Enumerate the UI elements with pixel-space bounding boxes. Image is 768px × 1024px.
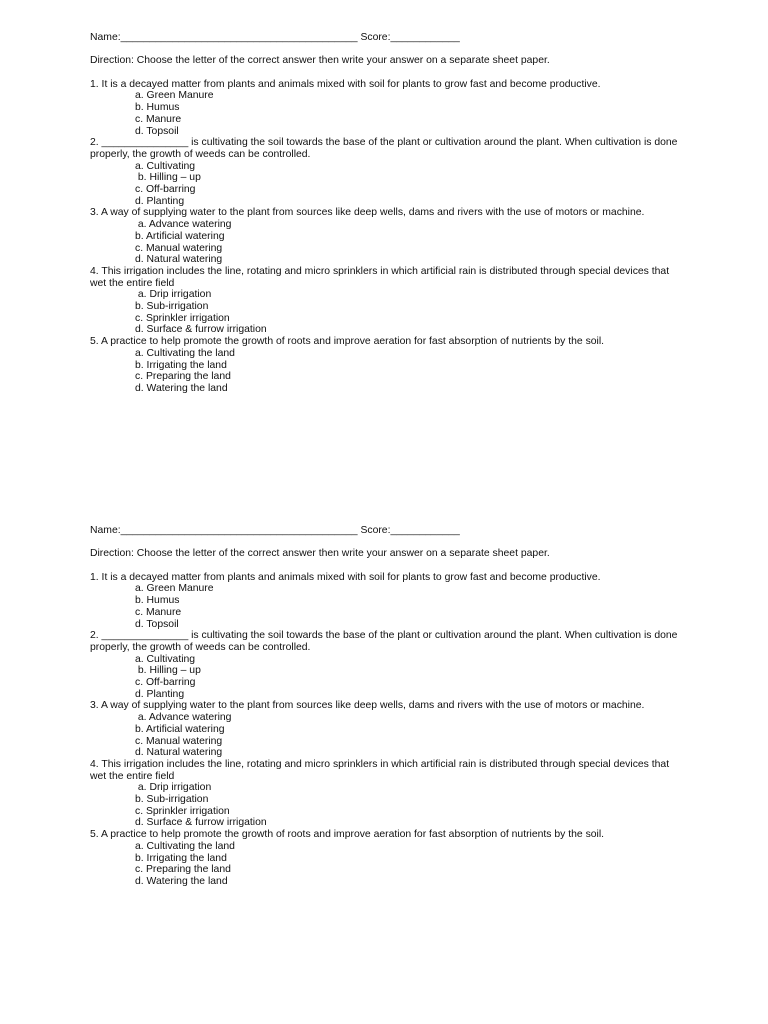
option-a: a. Advance watering bbox=[135, 712, 232, 724]
quiz-sheet-2 bbox=[90, 525, 680, 888]
question-list bbox=[90, 572, 680, 888]
option-list bbox=[90, 841, 680, 888]
name-label: Name:_________________________________________ bbox=[90, 32, 358, 43]
option-a: a. Cultivating the land bbox=[135, 347, 235, 359]
option-b: b. Hilling – up bbox=[135, 172, 201, 184]
question-1 bbox=[90, 79, 680, 138]
quiz-sheet-1 bbox=[90, 32, 680, 395]
option-list bbox=[90, 161, 680, 208]
question-text: 3. A way of supplying water to the plant from sources like deep wells, dams and rivers with the use of motors or machine. bbox=[90, 207, 645, 219]
question-text: 2. _______________ is cultivating the soil towards the base of the plant or cultivation around the plant. When cultivation is done properly, the growth of weeds can be controlled. bbox=[90, 630, 678, 653]
option-list bbox=[90, 90, 680, 137]
option-b: b. Irrigating the land bbox=[135, 852, 227, 864]
option-d: d. Planting bbox=[135, 688, 185, 700]
question-text: 4. This irrigation includes the line, rotating and micro sprinklers in which artificial rain is distributed through special devices that wet the entire field bbox=[90, 758, 670, 782]
option-c: c. Preparing the land bbox=[135, 864, 231, 876]
option-b: b. Humus bbox=[135, 102, 180, 114]
option-d: d. Watering the land bbox=[135, 875, 228, 887]
direction-text: Direction: Choose the letter of the correct answer then write your answer on a separate sheet paper. bbox=[90, 55, 550, 66]
option-a: a. Drip irrigation bbox=[135, 782, 212, 794]
option-list bbox=[90, 348, 680, 395]
question-4 bbox=[90, 266, 680, 336]
option-a: a. Advance watering bbox=[135, 219, 232, 231]
question-3 bbox=[90, 207, 680, 266]
question-text: 5. A practice to help promote the growth of roots and improve aeration for fast absorption of nutrients by the soil. bbox=[90, 829, 605, 841]
option-c: c. Off-barring bbox=[135, 184, 196, 196]
option-d: d. Topsoil bbox=[135, 618, 179, 630]
option-c: c. Manual watering bbox=[135, 242, 223, 254]
option-b: b. Artificial watering bbox=[135, 230, 225, 242]
direction-text: Direction: Choose the letter of the correct answer then write your answer on a separate sheet paper. bbox=[90, 548, 550, 559]
question-text: 4. This irrigation includes the line, rotating and micro sprinklers in which artificial rain is distributed through special devices that wet the entire field bbox=[90, 265, 670, 289]
option-list bbox=[90, 583, 680, 630]
question-text: 1. It is a decayed matter from plants and animals mixed with soil for plants to grow fast and become productive. bbox=[90, 571, 601, 583]
option-d: d. Planting bbox=[135, 195, 185, 207]
question-text: 2. _______________ is cultivating the soil towards the base of the plant or cultivation around the plant. When cultivation is done properly, the growth of weeds can be controlled. bbox=[90, 137, 678, 160]
score-label: Score:____________ bbox=[360, 525, 460, 536]
question-1 bbox=[90, 572, 680, 631]
option-a: a. Cultivating bbox=[135, 160, 196, 172]
option-b: b. Artificial watering bbox=[135, 723, 225, 735]
option-b: b. Irrigating the land bbox=[135, 359, 227, 371]
question-text: 3. A way of supplying water to the plant from sources like deep wells, dams and rivers with the use of motors or machine. bbox=[90, 700, 645, 712]
option-d: d. Watering the land bbox=[135, 382, 228, 394]
question-text: 1. It is a decayed matter from plants and animals mixed with soil for plants to grow fast and become productive. bbox=[90, 78, 601, 90]
option-d: d. Natural watering bbox=[135, 747, 223, 759]
option-list bbox=[90, 712, 680, 759]
option-b: b. Hilling – up bbox=[135, 665, 201, 677]
option-a: a. Green Manure bbox=[135, 583, 214, 595]
name-score-line bbox=[90, 32, 680, 44]
option-a: a. Cultivating the land bbox=[135, 840, 235, 852]
option-c: c. Manure bbox=[135, 113, 182, 125]
option-list bbox=[90, 219, 680, 266]
option-b: b. Sub-irrigation bbox=[135, 301, 209, 313]
option-c: c. Manure bbox=[135, 606, 182, 618]
option-a: a. Drip irrigation bbox=[135, 289, 212, 301]
option-c: c. Preparing the land bbox=[135, 371, 231, 383]
question-list bbox=[90, 79, 680, 395]
question-3 bbox=[90, 700, 680, 759]
option-list bbox=[90, 289, 680, 336]
name-score-line bbox=[90, 525, 680, 537]
option-d: d. Topsoil bbox=[135, 125, 179, 137]
option-d: d. Surface & furrow irrigation bbox=[135, 817, 267, 829]
option-d: d. Natural watering bbox=[135, 254, 223, 266]
question-2 bbox=[90, 630, 680, 700]
option-a: a. Green Manure bbox=[135, 90, 214, 102]
option-a: a. Cultivating bbox=[135, 653, 196, 665]
option-d: d. Surface & furrow irrigation bbox=[135, 324, 267, 336]
option-list bbox=[90, 782, 680, 829]
name-label: Name:_________________________________________ bbox=[90, 525, 358, 536]
question-text: 5. A practice to help promote the growth of roots and improve aeration for fast absorption of nutrients by the soil. bbox=[90, 336, 605, 348]
question-2 bbox=[90, 137, 680, 207]
option-c: c. Manual watering bbox=[135, 735, 223, 747]
question-5 bbox=[90, 829, 680, 888]
option-b: b. Humus bbox=[135, 595, 180, 607]
question-4 bbox=[90, 759, 680, 829]
score-label: Score:____________ bbox=[360, 32, 460, 43]
option-c: c. Sprinkler irrigation bbox=[135, 805, 230, 817]
option-c: c. Off-barring bbox=[135, 677, 196, 689]
question-5 bbox=[90, 336, 680, 395]
option-c: c. Sprinkler irrigation bbox=[135, 312, 230, 324]
option-b: b. Sub-irrigation bbox=[135, 794, 209, 806]
option-list bbox=[90, 654, 680, 701]
